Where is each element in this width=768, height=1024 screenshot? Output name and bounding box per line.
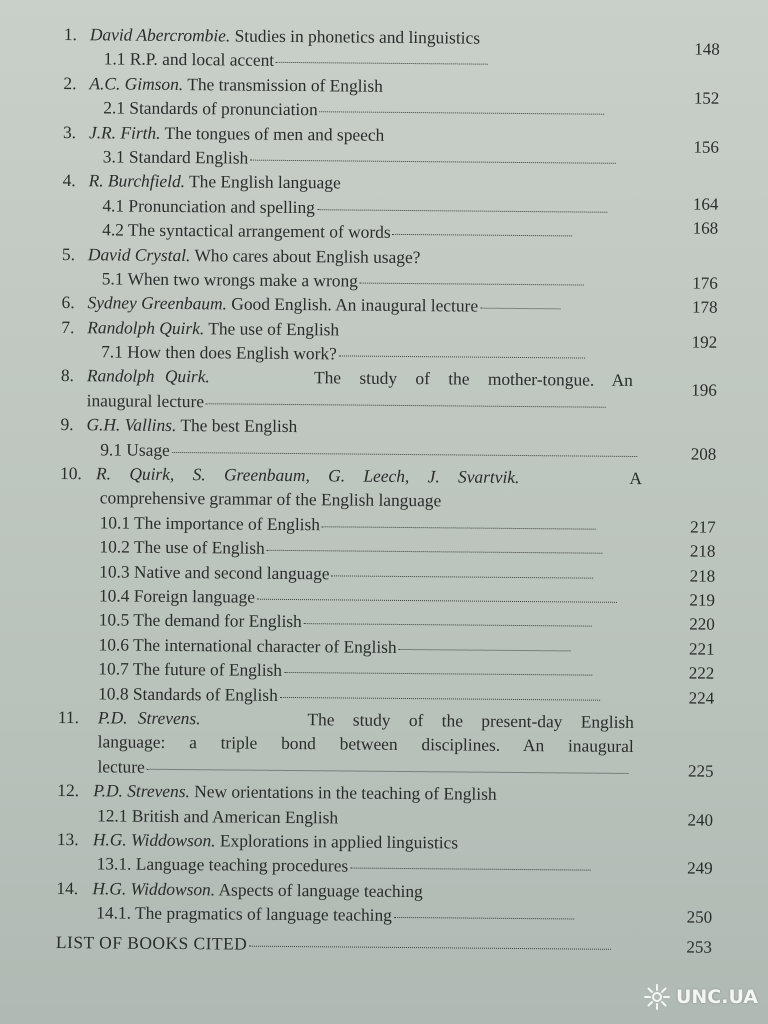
dot-leader bbox=[320, 111, 605, 114]
dot-leader bbox=[257, 599, 617, 603]
entry-author: David Abercrombie. bbox=[89, 24, 231, 46]
entry-number: 12. bbox=[57, 780, 80, 801]
page-number: 250 bbox=[686, 907, 713, 927]
entry-number: 4. bbox=[62, 170, 76, 191]
sunburst-icon bbox=[644, 984, 670, 1010]
subentry-title: 10.4 Foreign language bbox=[98, 585, 256, 607]
entry-title: The transmission of English bbox=[187, 73, 383, 96]
subentry-title: 10.1 The importance of English bbox=[99, 512, 321, 535]
entry-title: New orientations in the teaching of English bbox=[194, 781, 497, 804]
entry-author: H.G. Widdowson. bbox=[92, 829, 216, 851]
subentry-title: 10.6 The international character of English bbox=[98, 634, 397, 657]
dot-leader bbox=[249, 946, 611, 950]
dot-leader bbox=[399, 649, 571, 652]
entry-number: 9. bbox=[60, 414, 74, 435]
subentry-title: 4.1 Pronunciation and spelling bbox=[102, 195, 316, 217]
entry-number: 7. bbox=[61, 316, 75, 337]
page-number: 156 bbox=[693, 137, 720, 157]
entry-title: Studies in phonetics and linguistics bbox=[234, 25, 481, 48]
subentry-title: 4.2 The syntactical arrangement of words bbox=[102, 219, 391, 242]
toc-subentry bbox=[56, 900, 712, 930]
entry-author: G.H. Vallins. bbox=[86, 414, 177, 436]
subentry-title: 10.7 The future of English bbox=[98, 658, 283, 681]
subentry-title: 9.1 Usage bbox=[100, 438, 170, 460]
entry-author: Randolph Quirk. bbox=[86, 365, 210, 387]
dot-leader bbox=[332, 575, 594, 578]
subentry-title: 1.1 R.P. and local accent bbox=[103, 48, 275, 71]
subentry-title: 14.1. The pragmatics of language teaching bbox=[96, 902, 393, 925]
page-number: 221 bbox=[688, 639, 715, 659]
page-number: 152 bbox=[693, 88, 720, 108]
subentry-title: 5.1 When two wrongs make a wrong bbox=[101, 268, 358, 291]
dot-leader bbox=[250, 160, 616, 164]
entry-number: 3. bbox=[62, 121, 77, 142]
subentry-title: 13.1. Language teaching procedures bbox=[96, 853, 349, 876]
dot-leader bbox=[393, 234, 573, 237]
entry-number: 8. bbox=[60, 365, 75, 386]
entry-number: 11. bbox=[57, 706, 80, 728]
dot-leader bbox=[304, 623, 592, 627]
subentry-title: 10.3 Native and second language bbox=[99, 560, 330, 583]
page-number: 220 bbox=[689, 614, 715, 635]
entry-author: Sydney Greenbaum. bbox=[87, 292, 228, 314]
dot-leader bbox=[267, 550, 603, 554]
page-number: 253 bbox=[686, 937, 713, 958]
dot-leader bbox=[317, 209, 607, 213]
entry-number: 6. bbox=[61, 292, 75, 313]
entry-title-continued: language: a triple bond between disciplines. An inaugural bbox=[97, 731, 634, 757]
entry-title: The best English bbox=[180, 415, 298, 437]
entry-number: 10. bbox=[59, 463, 82, 484]
entry-title: Who cares about English usage? bbox=[194, 244, 421, 267]
dot-leader bbox=[206, 403, 606, 407]
page-number: 225 bbox=[687, 761, 714, 781]
page-number: 218 bbox=[689, 541, 716, 561]
table-of-contents bbox=[56, 22, 720, 961]
page-number: 176 bbox=[692, 273, 718, 293]
page-number: 192 bbox=[691, 332, 718, 352]
entry-title-continued: comprehensive grammar of the English language bbox=[99, 487, 442, 511]
entry-author: R. Burchfield. bbox=[88, 170, 186, 192]
page-number: 218 bbox=[689, 566, 716, 586]
watermark-text: UNC.UA bbox=[675, 986, 758, 1008]
entry-author: R. Quirk, S. Greenbaum, G. Leech, J. Svartvik. bbox=[95, 463, 520, 488]
subentry-title: 7.1 How then does English work? bbox=[101, 341, 337, 364]
page-number: 164 bbox=[692, 194, 719, 214]
subentry-title: 3.1 Standard English bbox=[102, 146, 249, 168]
page-number: 178 bbox=[691, 297, 718, 318]
page-number: 240 bbox=[687, 809, 714, 830]
page-number: 217 bbox=[690, 517, 716, 537]
entry-number: 14. bbox=[56, 877, 79, 898]
entry-title: The tongues of men and speech bbox=[164, 122, 385, 145]
dot-leader bbox=[147, 768, 629, 773]
entry-title: Aspects of language teaching bbox=[218, 879, 423, 901]
subentry-title: 10.8 Standards of English bbox=[98, 682, 278, 705]
site-watermark bbox=[644, 984, 758, 1010]
page-number: 196 bbox=[691, 380, 717, 401]
entry-author: H.G. Widdowson. bbox=[92, 877, 216, 900]
entry-author: A.C. Gimson. bbox=[89, 73, 184, 94]
entry-title: A bbox=[629, 467, 643, 489]
subentry-title: 12.1 British and American English bbox=[96, 804, 339, 827]
page-number: 224 bbox=[688, 688, 715, 708]
page-number: 219 bbox=[689, 590, 716, 610]
entry-title: The study of the present-day English bbox=[307, 709, 635, 732]
entry-title-continued: inaugural lecture bbox=[86, 390, 205, 412]
entry-author: J.R. Firth. bbox=[88, 121, 161, 143]
entry-author: David Crystal. bbox=[87, 243, 191, 265]
entry-number: 2. bbox=[63, 72, 77, 93]
dot-leader bbox=[394, 917, 574, 920]
dot-leader bbox=[172, 452, 637, 457]
entry-number: 13. bbox=[56, 828, 79, 850]
page-number: 168 bbox=[692, 218, 719, 238]
entry-title-continued: lecture bbox=[97, 756, 145, 777]
entry-title: LIST OF BOOKS CITED bbox=[55, 932, 248, 955]
dot-leader bbox=[280, 696, 600, 700]
entry-author: P.D. Strevens. bbox=[97, 707, 201, 729]
entry-title: Explorations in applied linguistics bbox=[219, 830, 459, 853]
dot-leader bbox=[360, 282, 584, 285]
page-number: 222 bbox=[688, 663, 715, 683]
dot-leader bbox=[276, 62, 488, 65]
dot-leader bbox=[350, 868, 590, 871]
entry-title: The use of English bbox=[208, 317, 340, 340]
page-number: 148 bbox=[694, 39, 720, 59]
toc-entry bbox=[56, 930, 712, 960]
dot-leader bbox=[480, 308, 560, 310]
entry-number: 5. bbox=[61, 243, 76, 264]
page-number: 208 bbox=[690, 444, 717, 464]
entry-author: P.D. Strevens. bbox=[93, 780, 190, 802]
entry-number: 1. bbox=[63, 23, 78, 45]
entry-title: The English language bbox=[189, 171, 341, 193]
subentry-title: 10.5 The demand for English bbox=[98, 609, 302, 632]
dot-leader bbox=[284, 672, 592, 676]
entry-author: Randolph Quirk. bbox=[87, 316, 205, 338]
entry-title: The study of the mother-tongue. An bbox=[313, 367, 633, 391]
subentry-title: 2.1 Standards of pronunciation bbox=[103, 97, 318, 120]
dot-leader bbox=[322, 526, 596, 529]
entry-title: Good English. An inaugural lecture bbox=[231, 293, 479, 316]
subentry-title: 10.2 The use of English bbox=[99, 536, 265, 558]
page-number: 249 bbox=[687, 858, 713, 878]
dot-leader bbox=[339, 355, 585, 358]
